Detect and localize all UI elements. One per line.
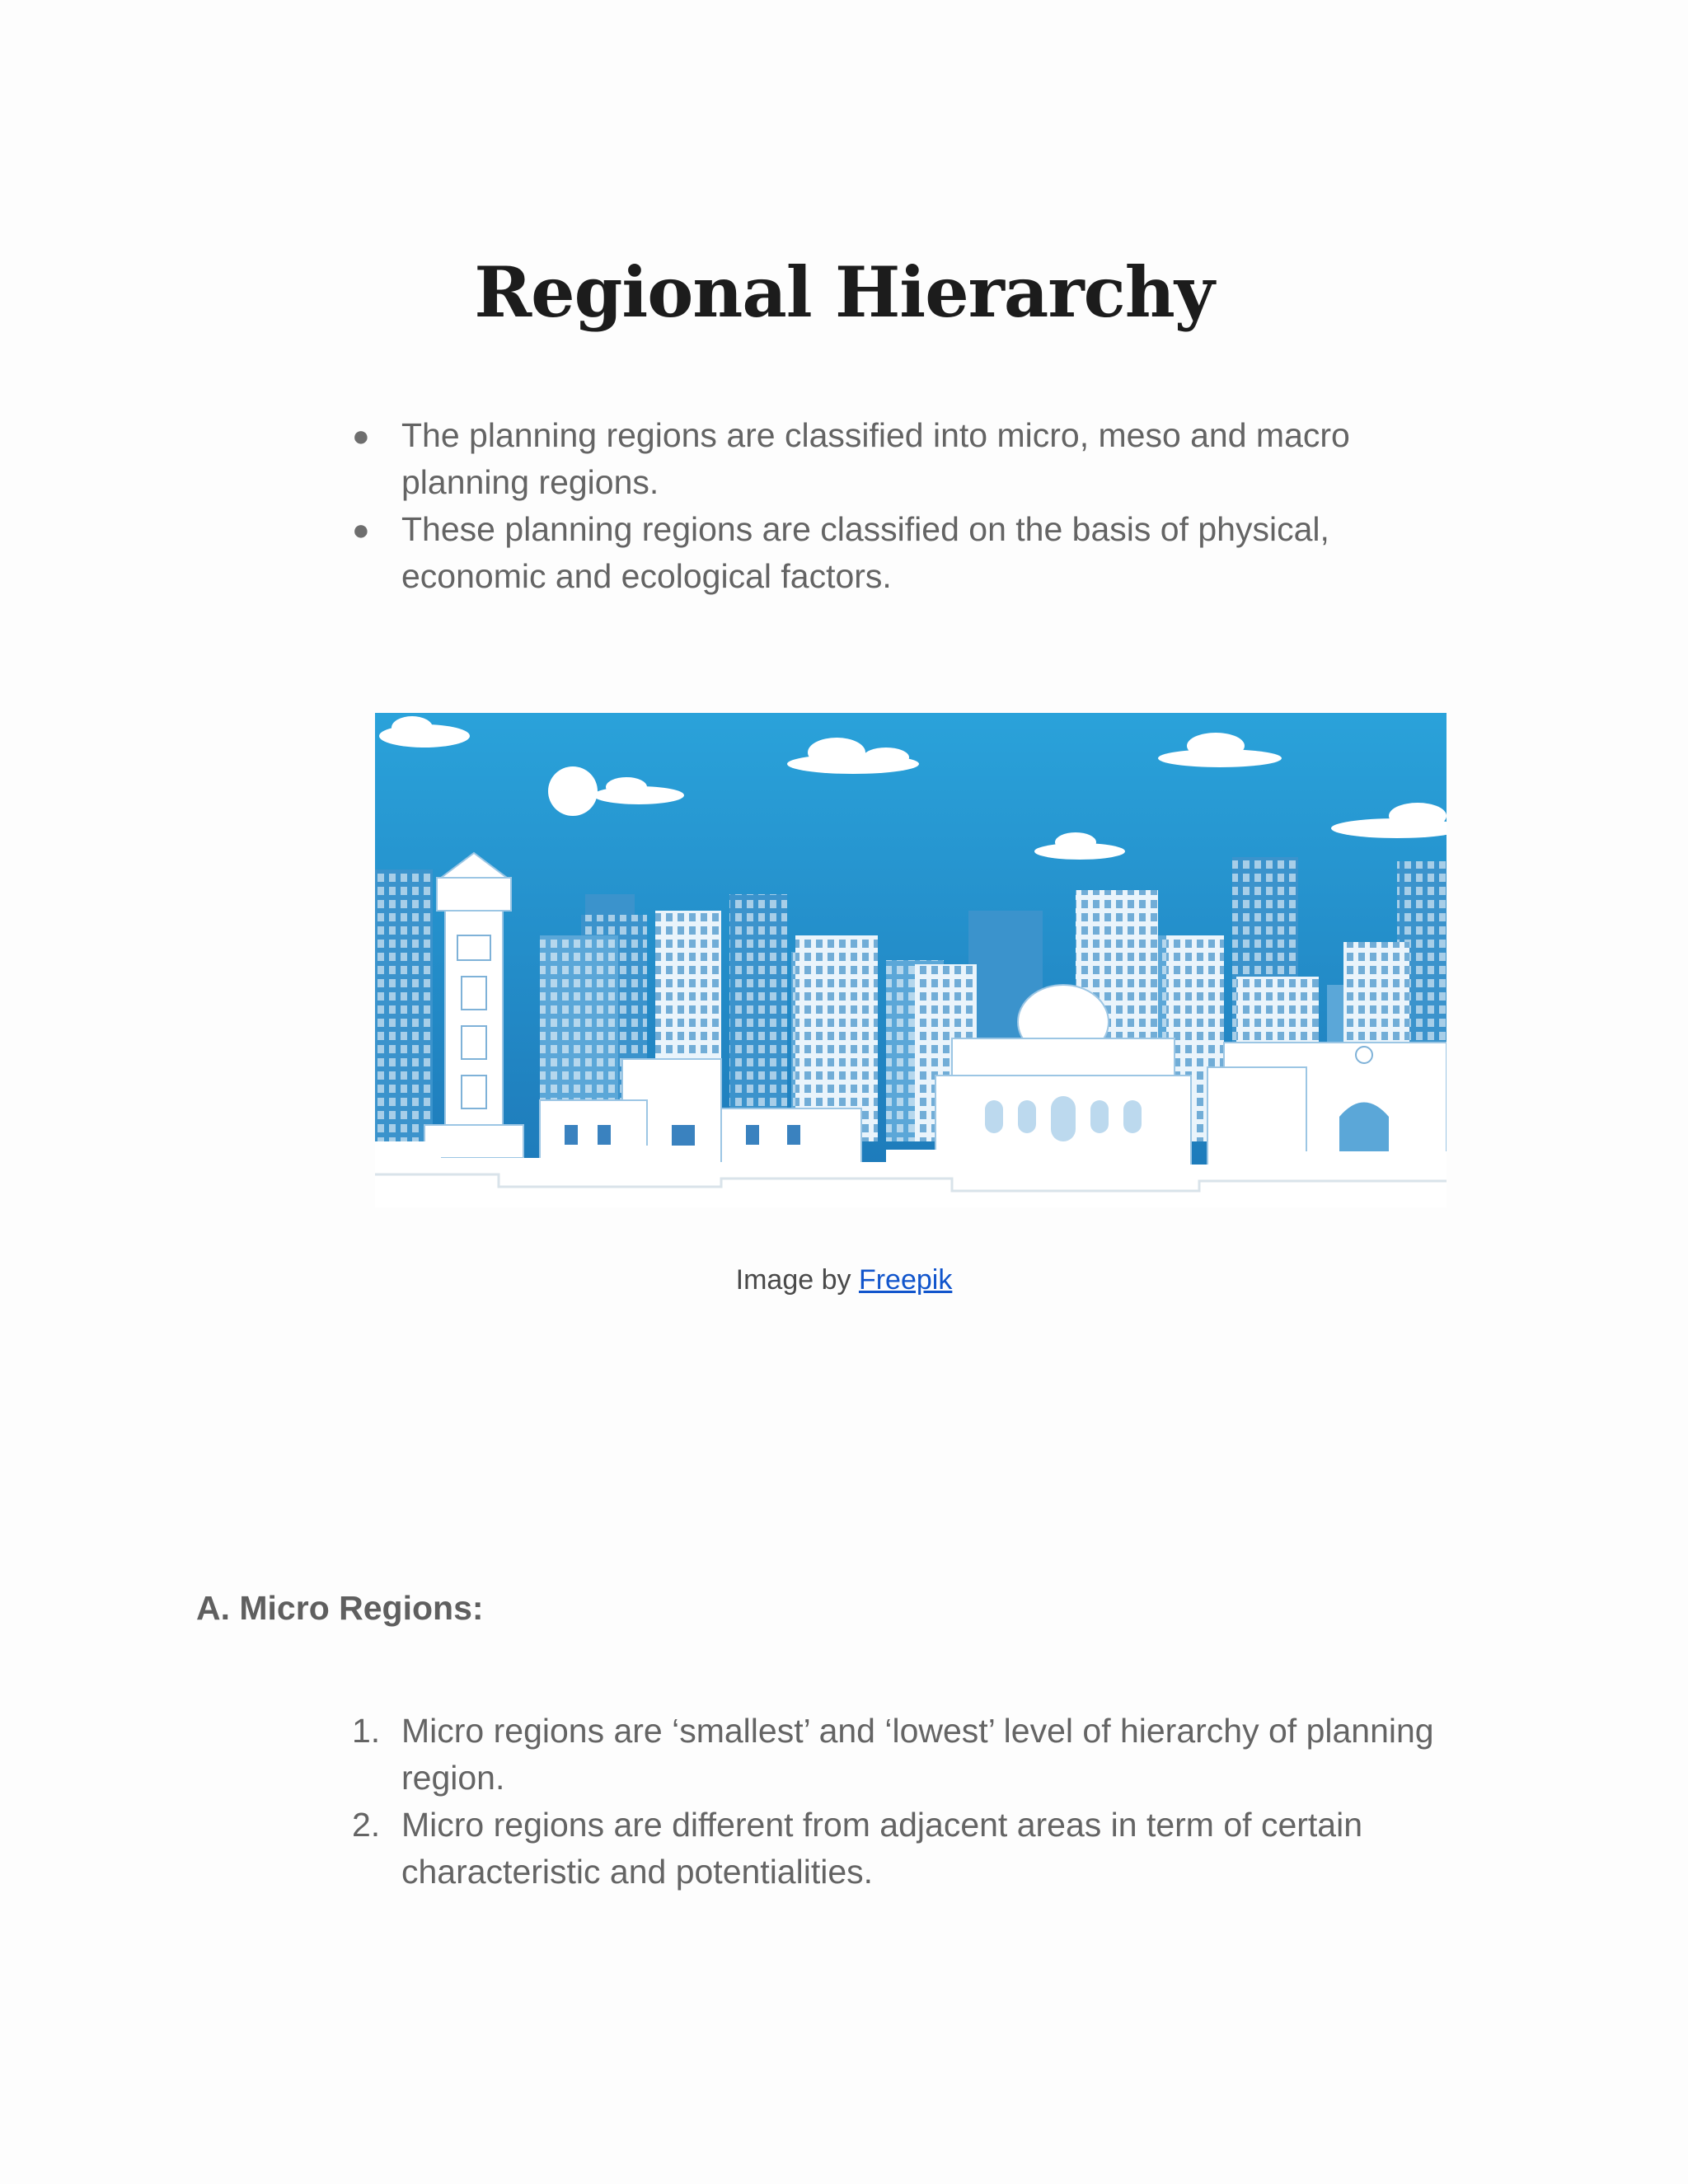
bullet-text: The planning regions are classified into micro, meso and macro planning regions. bbox=[401, 416, 1350, 501]
list-item-text: Micro regions are different from adjacent areas in term of certain characteristic and potentialities. bbox=[401, 1806, 1362, 1891]
micro-regions-list bbox=[352, 1708, 1456, 1896]
list-number: 1. bbox=[352, 1712, 381, 1750]
list-item bbox=[352, 1708, 1456, 1802]
freepik-link[interactable]: Freepik bbox=[858, 1264, 953, 1296]
bullet-text: These planning regions are classified on the basis of physical, economic and ecological factors. bbox=[401, 510, 1329, 595]
intro-bullet-list bbox=[352, 412, 1456, 600]
caption-prefix: Image by bbox=[735, 1264, 851, 1296]
list-number: 2. bbox=[352, 1806, 381, 1844]
list-item bbox=[352, 1802, 1456, 1896]
list-item bbox=[352, 412, 1456, 506]
list-item bbox=[352, 506, 1456, 600]
bullet-icon: ● bbox=[352, 513, 370, 546]
bullet-icon: ● bbox=[352, 419, 370, 452]
image-caption bbox=[0, 1264, 1688, 1296]
list-item-text: Micro regions are ‘smallest’ and ‘lowest’ level of hierarchy of planning region. bbox=[401, 1712, 1434, 1797]
city-skyline-illustration bbox=[375, 713, 1447, 1207]
page-title: Regional Hierarchy bbox=[474, 251, 1214, 333]
section-heading-micro-regions: A. Micro Regions: bbox=[196, 1589, 484, 1627]
